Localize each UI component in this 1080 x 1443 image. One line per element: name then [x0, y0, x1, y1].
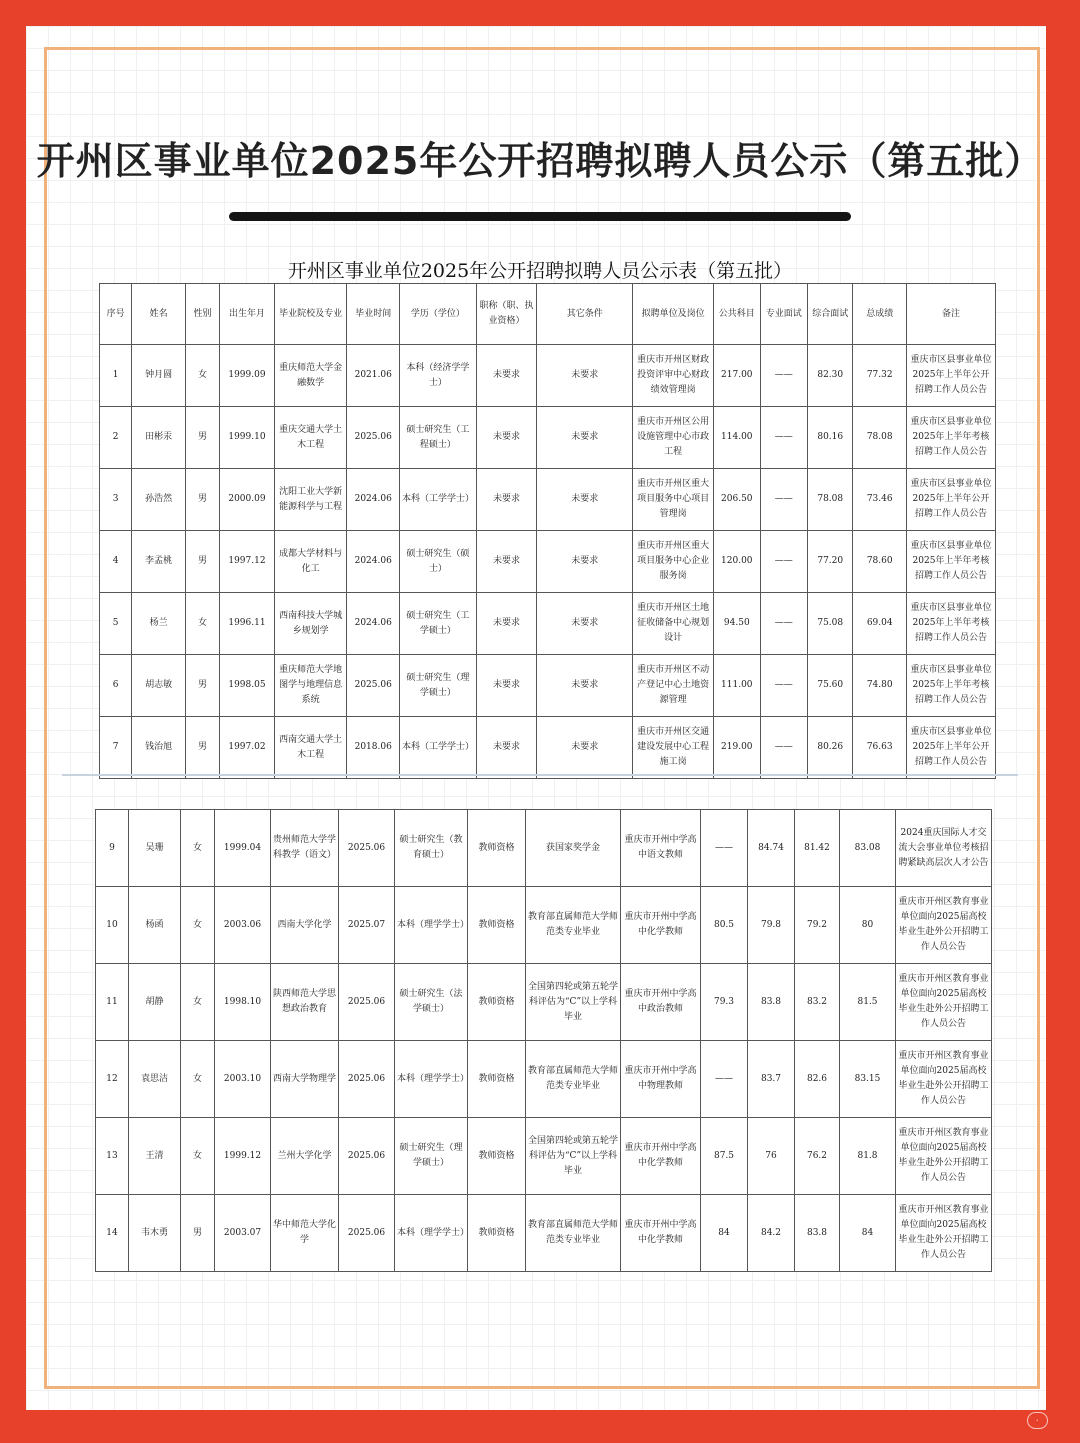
table-cell: 83.15 [840, 1041, 896, 1118]
table-cell: 重庆市开州中学高中化学教师 [621, 1195, 701, 1272]
table-cell: 钱治旭 [132, 717, 186, 779]
table-cell: 79.3 [701, 964, 748, 1041]
table-cell: 84.74 [748, 810, 795, 887]
table-cell: 重庆市区县事业单位2025年上半年公开招聘工作人员公告 [906, 345, 995, 407]
table-cell: 1997.12 [220, 531, 275, 593]
table-cell: 2024.06 [347, 531, 400, 593]
table-cell: 男 [185, 531, 219, 593]
table-cell: 80.5 [701, 887, 748, 964]
table-cell: 120.00 [714, 531, 760, 593]
table-cell: 孙浩然 [132, 469, 186, 531]
table-cell: 重庆市开州区教育事业单位面向2025届高校毕业生赴外公开招聘工作人员公告 [896, 964, 992, 1041]
table-cell: 硕士研究生（理学硕士） [399, 655, 476, 717]
table-cell: 韦木勇 [129, 1195, 181, 1272]
table-cell: 本科（工学学士） [399, 469, 476, 531]
table-cell: 75.60 [808, 655, 853, 717]
header-cell: 拟聘单位及岗位 [633, 284, 714, 345]
table-cell: —— [760, 531, 807, 593]
table-cell: 未要求 [537, 655, 633, 717]
header-cell: 姓名 [132, 284, 186, 345]
table-cell: 80.26 [808, 717, 853, 779]
table-cell: —— [760, 469, 807, 531]
table-cell: 2025.06 [339, 1195, 395, 1272]
table-cell: 女 [185, 593, 219, 655]
table-cell: —— [760, 407, 807, 469]
table-cell: 83.8 [748, 964, 795, 1041]
table-cell: 未要求 [476, 655, 537, 717]
table-cell: 2025.06 [347, 655, 400, 717]
table-row [100, 345, 996, 407]
table-cell: 77.20 [808, 531, 853, 593]
table-cell: 1999.12 [215, 1118, 271, 1195]
table-cell: 11 [96, 964, 129, 1041]
table-cell: 1999.10 [220, 407, 275, 469]
table-cell: 袁思洁 [129, 1041, 181, 1118]
table-cell: 2025.06 [339, 810, 395, 887]
table-cell: 胡静 [129, 964, 181, 1041]
table-1-viewport [99, 283, 998, 775]
table-cell: 本科（理学学士） [395, 1195, 468, 1272]
table-cell: 87.5 [701, 1118, 748, 1195]
table-cell: 2003.06 [215, 887, 271, 964]
table-cell: 重庆市开州区教育事业单位面向2025届高校毕业生赴外公开招聘工作人员公告 [896, 1041, 992, 1118]
table-cell: 未要求 [476, 469, 537, 531]
table-cell: 2024重庆国际人才交流大会事业单位考核招聘紧缺高层次人才公告 [896, 810, 992, 887]
table-cell: 10 [96, 887, 129, 964]
table-cell: 本科（理学学士） [395, 1041, 468, 1118]
table-cell: 未要求 [537, 407, 633, 469]
table-cell: —— [760, 345, 807, 407]
table-cell: 80.16 [808, 407, 853, 469]
table-row [96, 887, 992, 964]
table-cell: —— [760, 655, 807, 717]
table-cell: 重庆市开州区教育事业单位面向2025届高校毕业生赴外公开招聘工作人员公告 [896, 1118, 992, 1195]
table-cell: 男 [185, 717, 219, 779]
table-cell: 111.00 [714, 655, 760, 717]
table-cell: 杨兰 [132, 593, 186, 655]
table-cell: —— [701, 810, 748, 887]
table-cell: 2025.06 [339, 964, 395, 1041]
table-cell: 77.32 [853, 345, 907, 407]
table-cell: —— [760, 593, 807, 655]
table-cell: 女 [185, 345, 219, 407]
table-cell: 教育部直属师范大学师范类专业毕业 [526, 1041, 621, 1118]
table-cell: 重庆市开州区公用设施管理中心市政工程 [633, 407, 714, 469]
table-cell: 2024.06 [347, 469, 400, 531]
table-cell: 重庆市区县事业单位2025年上半年考核招聘工作人员公告 [906, 531, 995, 593]
table-row [100, 407, 996, 469]
table-cell: 未要求 [537, 593, 633, 655]
table-cell: 2018.06 [347, 717, 400, 779]
table-cell: 84 [701, 1195, 748, 1272]
table-cell: 未要求 [476, 717, 537, 779]
table-cell: 重庆市开州区不动产登记中心土地资源管理 [633, 655, 714, 717]
table-cell: 83.8 [795, 1195, 840, 1272]
table-cell: 未要求 [476, 345, 537, 407]
table-cell: 重庆市区县事业单位2025年上半年公开招聘工作人员公告 [906, 717, 995, 779]
table-cell: 78.08 [853, 407, 907, 469]
table-cell: 219.00 [714, 717, 760, 779]
table-cell: 重庆市开州区教育事业单位面向2025届高校毕业生赴外公开招聘工作人员公告 [896, 887, 992, 964]
table-cell: 74.80 [853, 655, 907, 717]
table-cell: 重庆师范大学金融数学 [274, 345, 347, 407]
table-cell: 75.08 [808, 593, 853, 655]
table-cell: 男 [185, 469, 219, 531]
table-cell: 3 [100, 469, 132, 531]
table-row [96, 1041, 992, 1118]
table-cell: 重庆交通大学土木工程 [274, 407, 347, 469]
table-cell: 13 [96, 1118, 129, 1195]
table-cell: 未要求 [476, 531, 537, 593]
table-cell: 重庆市开州区重大项目服务中心项目管理岗 [633, 469, 714, 531]
table-cell: 本科（理学学士） [395, 887, 468, 964]
table-cell: 9 [96, 810, 129, 887]
table-cell: 未要求 [537, 717, 633, 779]
title-underline [229, 212, 851, 221]
recruitment-table-2 [95, 809, 992, 1272]
table-cell: 西南大学化学 [271, 887, 339, 964]
table-cell: 76.2 [795, 1118, 840, 1195]
table-cell: 未要求 [476, 593, 537, 655]
table-cell: 硕士研究生（工程硕士） [399, 407, 476, 469]
table-cell: 重庆市区县事业单位2025年上半年考核招聘工作人员公告 [906, 407, 995, 469]
table-cell: 重庆市开州中学高中语文教师 [621, 810, 701, 887]
header-cell: 其它条件 [537, 284, 633, 345]
header-cell: 公共科目 [714, 284, 760, 345]
table-cell: 西南科技大学城乡规划学 [274, 593, 347, 655]
table-cell: 重庆市开州中学高中政治教师 [621, 964, 701, 1041]
table-cell: 重庆市开州区交通建设发展中心工程施工岗 [633, 717, 714, 779]
table-cell: 获国家奖学金 [526, 810, 621, 887]
table-cell: 2000.09 [220, 469, 275, 531]
header-cell: 综合面试 [808, 284, 853, 345]
table-cell: 女 [181, 1041, 215, 1118]
table-cell: 69.04 [853, 593, 907, 655]
table-cell: 76 [748, 1118, 795, 1195]
header-cell: 学历（学位） [399, 284, 476, 345]
recruitment-table-1 [99, 283, 996, 779]
table-cell: 华中师范大学化学 [271, 1195, 339, 1272]
table-title: 开州区事业单位2025年公开招聘拟聘人员公示表（第五批） [287, 260, 793, 282]
header-cell: 序号 [100, 284, 132, 345]
table-cell: 重庆师范大学地图学与地理信息系统 [274, 655, 347, 717]
table-cell: 78.60 [853, 531, 907, 593]
table-cell: 王清 [129, 1118, 181, 1195]
page-title: 开州区事业单位2025年公开招聘拟聘人员公示（第五批） [36, 139, 1044, 183]
table-cell: 114.00 [714, 407, 760, 469]
header-cell: 专业面试 [760, 284, 807, 345]
table-cell: 男 [181, 1195, 215, 1272]
table-cell: 1998.05 [220, 655, 275, 717]
table-cell: 82.6 [795, 1041, 840, 1118]
table-cell: 2021.06 [347, 345, 400, 407]
header-cell: 性别 [185, 284, 219, 345]
table-cell: 79.8 [748, 887, 795, 964]
table-row [96, 1118, 992, 1195]
table-cell: 教师资格 [468, 964, 526, 1041]
table-cell: 重庆市开州中学高中化学教师 [621, 887, 701, 964]
table-cell: 78.08 [808, 469, 853, 531]
table-cell: 田彬汞 [132, 407, 186, 469]
table-cell: 本科（工学学士） [399, 717, 476, 779]
table-cell: 教师资格 [468, 810, 526, 887]
table-header-row [100, 284, 996, 345]
table-cell: 83.2 [795, 964, 840, 1041]
table-cell: 76.63 [853, 717, 907, 779]
table-cell: 未要求 [537, 531, 633, 593]
table-cell: 79.2 [795, 887, 840, 964]
table-cell: 14 [96, 1195, 129, 1272]
table-cell: 全国第四轮或第五轮学科评估为“C”以上学科毕业 [526, 964, 621, 1041]
table-cell: 2003.07 [215, 1195, 271, 1272]
table-cell: 硕士研究生（工学硕士） [399, 593, 476, 655]
table-cell: 教师资格 [468, 1041, 526, 1118]
header-cell: 毕业院校及专业 [274, 284, 347, 345]
table-cell: 1998.10 [215, 964, 271, 1041]
header-cell: 出生年月 [220, 284, 275, 345]
table-cell: 重庆市开州区土地征收储备中心规划设计 [633, 593, 714, 655]
table-cell: 7 [100, 717, 132, 779]
header-cell: 总成绩 [853, 284, 907, 345]
table-cell: 2025.06 [339, 1041, 395, 1118]
table-row [96, 810, 992, 887]
table-cell: 硕士研究生（硕士） [399, 531, 476, 593]
table-cell: 1997.02 [220, 717, 275, 779]
table-cell: 83.7 [748, 1041, 795, 1118]
table-cell: —— [701, 1041, 748, 1118]
table-cell: 教师资格 [468, 1118, 526, 1195]
table-row [100, 593, 996, 655]
table-cell: 2 [100, 407, 132, 469]
table-row [100, 531, 996, 593]
table-cell: 女 [181, 964, 215, 1041]
table-cell: 81.5 [840, 964, 896, 1041]
header-cell: 备注 [906, 284, 995, 345]
table-cell: 教师资格 [468, 887, 526, 964]
table-cell: 硕士研究生（教育硕士） [395, 810, 468, 887]
table-cell: 未要求 [476, 407, 537, 469]
table-row [96, 964, 992, 1041]
table-cell: 重庆市开州区教育事业单位面向2025届高校毕业生赴外公开招聘工作人员公告 [896, 1195, 992, 1272]
table-cell: 全国第四轮或第五轮学科评估为“C”以上学科毕业 [526, 1118, 621, 1195]
table-cell: 6 [100, 655, 132, 717]
table-cell: 女 [181, 810, 215, 887]
table-cell: 硕士研究生（理学硕士） [395, 1118, 468, 1195]
table-cell: 重庆市开州区重大项目服务中心企业服务岗 [633, 531, 714, 593]
table-cell: 教育部直属师范大学师范类专业毕业 [526, 1195, 621, 1272]
table-cell: 未要求 [537, 469, 633, 531]
table-row [100, 655, 996, 717]
table-cell: 本科（经济学学士） [399, 345, 476, 407]
table-cell: 83.08 [840, 810, 896, 887]
table-cell: 重庆市区县事业单位2025年上半年公开招聘工作人员公告 [906, 469, 995, 531]
table-cell: 成都大学材料与化工 [274, 531, 347, 593]
table-cell: 2025.07 [339, 887, 395, 964]
table-cell: 73.46 [853, 469, 907, 531]
table-cell: 2003.10 [215, 1041, 271, 1118]
table-cell: 女 [181, 887, 215, 964]
table-cell: 80 [840, 887, 896, 964]
table-cell: 沈阳工业大学新能源科学与工程 [274, 469, 347, 531]
table-cell: 未要求 [537, 345, 633, 407]
table-cell: 1999.09 [220, 345, 275, 407]
table-cell: 1996.11 [220, 593, 275, 655]
table-cell: 杨函 [129, 887, 181, 964]
table-row [100, 469, 996, 531]
table-cell: 81.8 [840, 1118, 896, 1195]
table-2-viewport [95, 809, 991, 1260]
table-cell: 2025.06 [339, 1118, 395, 1195]
table-cell: 84.2 [748, 1195, 795, 1272]
table-cell: 吴珊 [129, 810, 181, 887]
table-cell: 217.00 [714, 345, 760, 407]
table-cell: 重庆市开州区财政投资评审中心财政绩效管理岗 [633, 345, 714, 407]
table-cell: 陕西师范大学思想政治教育 [271, 964, 339, 1041]
table-cell: 81.42 [795, 810, 840, 887]
table-cell: 1999.04 [215, 810, 271, 887]
table-cell: 硕士研究生（法学硕士） [395, 964, 468, 1041]
table-cell: 男 [185, 407, 219, 469]
table-cell: 教育部直属师范大学师范类专业毕业 [526, 887, 621, 964]
table-cell: 重庆市区县事业单位2025年上半年考核招聘工作人员公告 [906, 593, 995, 655]
watermark: · [1027, 1412, 1049, 1429]
table-cell: 重庆市开州中学高中物理教师 [621, 1041, 701, 1118]
table-row [96, 1195, 992, 1272]
table-cell: 1 [100, 345, 132, 407]
table-cell: 贵州师范大学学科教学（语文） [271, 810, 339, 887]
table-cell: 女 [181, 1118, 215, 1195]
table-cell: 206.50 [714, 469, 760, 531]
table-cell: 兰州大学化学 [271, 1118, 339, 1195]
header-cell: 职称（职、执业资格） [476, 284, 537, 345]
section-divider [62, 774, 1018, 776]
table-cell: 西南大学物理学 [271, 1041, 339, 1118]
table-cell: 男 [185, 655, 219, 717]
table-cell: 李孟桃 [132, 531, 186, 593]
table-cell: 教师资格 [468, 1195, 526, 1272]
table-cell: 2025.06 [347, 407, 400, 469]
table-cell: 重庆市区县事业单位2025年上半年考核招聘工作人员公告 [906, 655, 995, 717]
table-cell: 2024.06 [347, 593, 400, 655]
table-cell: 84 [840, 1195, 896, 1272]
table-cell: 5 [100, 593, 132, 655]
table-cell: 12 [96, 1041, 129, 1118]
table-cell: 4 [100, 531, 132, 593]
table-row [100, 717, 996, 779]
table-cell: 胡志敏 [132, 655, 186, 717]
table-cell: 82.30 [808, 345, 853, 407]
header-cell: 毕业时间 [347, 284, 400, 345]
table-cell: 钟月圆 [132, 345, 186, 407]
table-cell: 重庆市开州中学高中化学教师 [621, 1118, 701, 1195]
table-cell: —— [760, 717, 807, 779]
table-cell: 西南交通大学土木工程 [274, 717, 347, 779]
table-cell: 94.50 [714, 593, 760, 655]
